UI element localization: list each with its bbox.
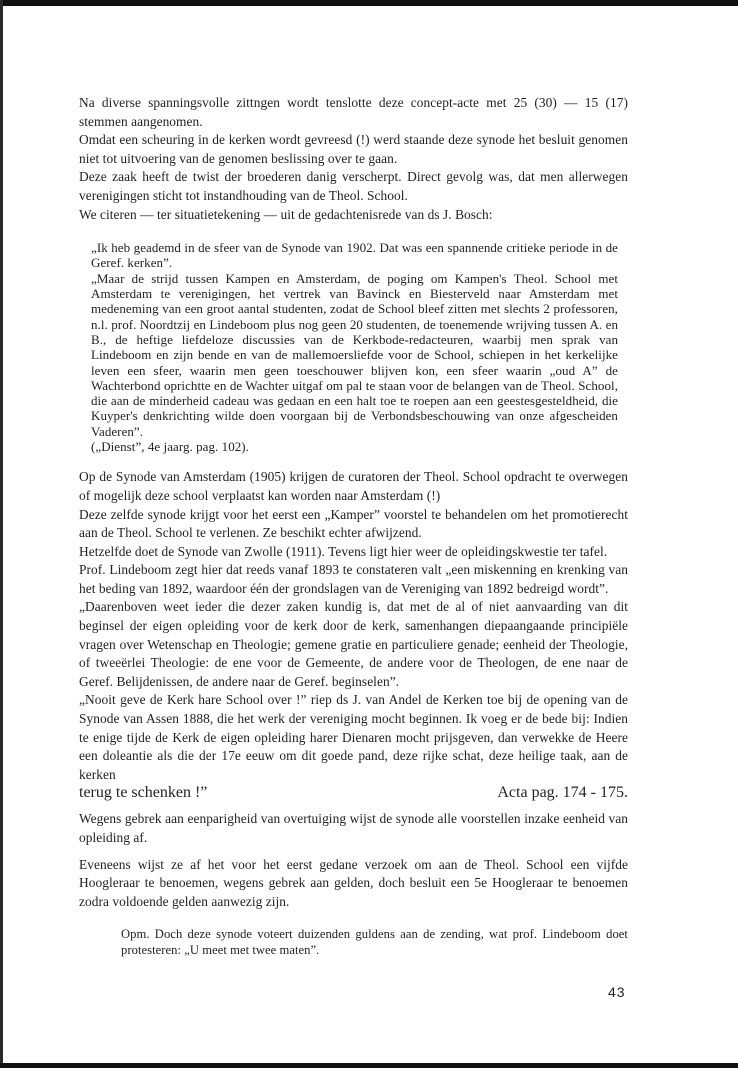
- page-number: 43: [608, 984, 626, 1000]
- scan-border-left: [0, 0, 3, 1068]
- footnote-opm: [121, 927, 628, 959]
- paragraph-eveneens: Eveneens wijst ze af het voor het eerst gedane verzoek om aan de Theol. School een vijfde Hoogleraar te benoemen, wegens gebrek aan gelden, doch besluit een 5e Hoogleraar te benoemen zodra voldoende gelden aanwezig zijn.: [79, 856, 628, 909]
- acta-reference: Acta pag. 174 - 175.: [497, 784, 628, 802]
- paragraph-promotierecht: Deze zelfde synode krijgt voor het eerst een „Kamper” voorstel te behandelen om het promotierecht aan de Theol. School te verlenen. Ze beschikt echter afwijzend.: [79, 506, 628, 541]
- page-body: [79, 94, 628, 959]
- quote-paragraph-synode-1902: „Ik heb geademd in de sfeer van de Synode van 1902. Dat was een spannende critieke periode in de Geref. kerken”.: [91, 240, 618, 271]
- van-andel-last-line: terug te schenken !”: [79, 784, 208, 802]
- paragraph-synode-amsterdam: Op de Synode van Amsterdam (1905) krijgen de curatoren der Theol. School opdracht te overwegen of mogelijk deze school verplaatst kan worden naar Amsterdam (!): [79, 469, 628, 503]
- note-text: Opm. Doch deze synode voteert duizenden guldens aan de zending, wat prof. Lindeboom doet protesteren: „U meet met twee maten”.: [121, 927, 628, 958]
- scan-border-bottom: [0, 1063, 738, 1068]
- van-andel-closing-line: [79, 784, 628, 802]
- quote-paragraph-strijd: „Maar de strijd tussen Kampen en Amsterdam, de poging om Kampen's Theol. School met Amsterdam te verenigingen, het vertrek van Bavinck en Biesterveld naar Amsterdam met medeneming van een groot aantal studenten, zodat de School bleef zitten met slechts 2 professoren, n.l. prof. Noordtzij en Lindeboom plus nog geen 20 studenten, de toenemende wrijving tussen A. en B., de heftige liefdeloze discussies van de Kerkbode-redacteuren, waarbij men sprak van Lindeboom en zijn bende en van de mallemoersliefde voor de School, schiepen in het kerkelijke leven een sfeer, waarin men geen toeschouwer blijven kon, een sfeer waarin „oud A” de Wachterbond oprichtte en de Wachter uitgaf om pal te staan voor de belangen van de Theol. School, die aan de minderheid cadeau was gedaan en een halt toe te roepen aan een geestesgesteldheid, die Kuyper's denkrichting wilde doen voorgaan bij de Verbondsbeschouwing van onze afgescheiden Vaderen”.: [91, 270, 618, 439]
- paragraph-van-andel: „Nooit geve de Kerk hare School over !” riep ds J. van Andel de Kerken toe bij de opening van de Synode van Assen 1888, die het werk der vereniging mocht beginnen. Ik voeg er de bede bij: Indien te enige tijde de Kerk de eigen opleiding harer Dienaren mocht prijsgeven, dan verwekke de Heere een doleantie als die der 17e eeuw om dit goede pand, deze rijke schat, deze heilige taak, aan de kerken: [79, 692, 628, 782]
- paragraph-citeren: We citeren — ter situatietekening — uit de gedachtenisrede van ds J. Bosch:: [79, 206, 493, 222]
- paragraph-scheuring: Omdat een scheuring in de kerken wordt gevreesd (!) werd staande deze synode het besluit genomen niet tot uitvoering van de genomen beslissing over te gaan.: [79, 132, 628, 166]
- block-quote-bosch: [91, 240, 618, 454]
- paragraph-wegens: Wegens gebrek aan eenparigheid van overtuiging wijst de synode alle voorstellen inzake eenheid van opleiding af.: [79, 811, 628, 845]
- paragraph-vote-result: Na diverse spanningsvolle zittngen wordt tenslotte deze concept-acte met 25 (30) — 15 (17) stemmen aangenomen.: [79, 95, 628, 129]
- quote-reference: („Dienst”, 4e jaarg. pag. 102).: [91, 439, 249, 455]
- scan-border-top: [0, 0, 738, 6]
- paragraph-twist: Deze zaak heeft de twist der broederen danig verscherpt. Direct gevolg was, dat men allerwegen verenigingen sticht tot instandhouding van de Theol. School.: [79, 169, 628, 203]
- paragraph-lindeboom: Prof. Lindeboom zegt hier dat reeds vanaf 1893 te constateren valt „een miskenning en krenking van het beding van 1892, waardoor één der grondslagen van de Vereniging van 1892 bedreigd wordt”.: [79, 562, 628, 596]
- paragraph-daarenboven: „Daarenboven weet ieder die dezer zaken kundig is, dat met de al of niet aanvaarding van dit beginsel der eigen opleiding voor de kerk door de kerk, samenhangen diepaangaande principiële vragen over Wetenschap en Theologie; gemene gratie en particuliere genade; eenheid der Theologie, of tweeërlei Theologie: de ene voor de Gemeente, de andere voor de Theologen, de ene naar de Geref. Belijdenissen, de andere naar de Geref. beginselen”.: [79, 599, 628, 689]
- paragraph-synode-zwolle: Hetzelfde doet de Synode van Zwolle (1911). Tevens ligt hier weer de opleidingskwestie ter tafel.: [79, 543, 608, 559]
